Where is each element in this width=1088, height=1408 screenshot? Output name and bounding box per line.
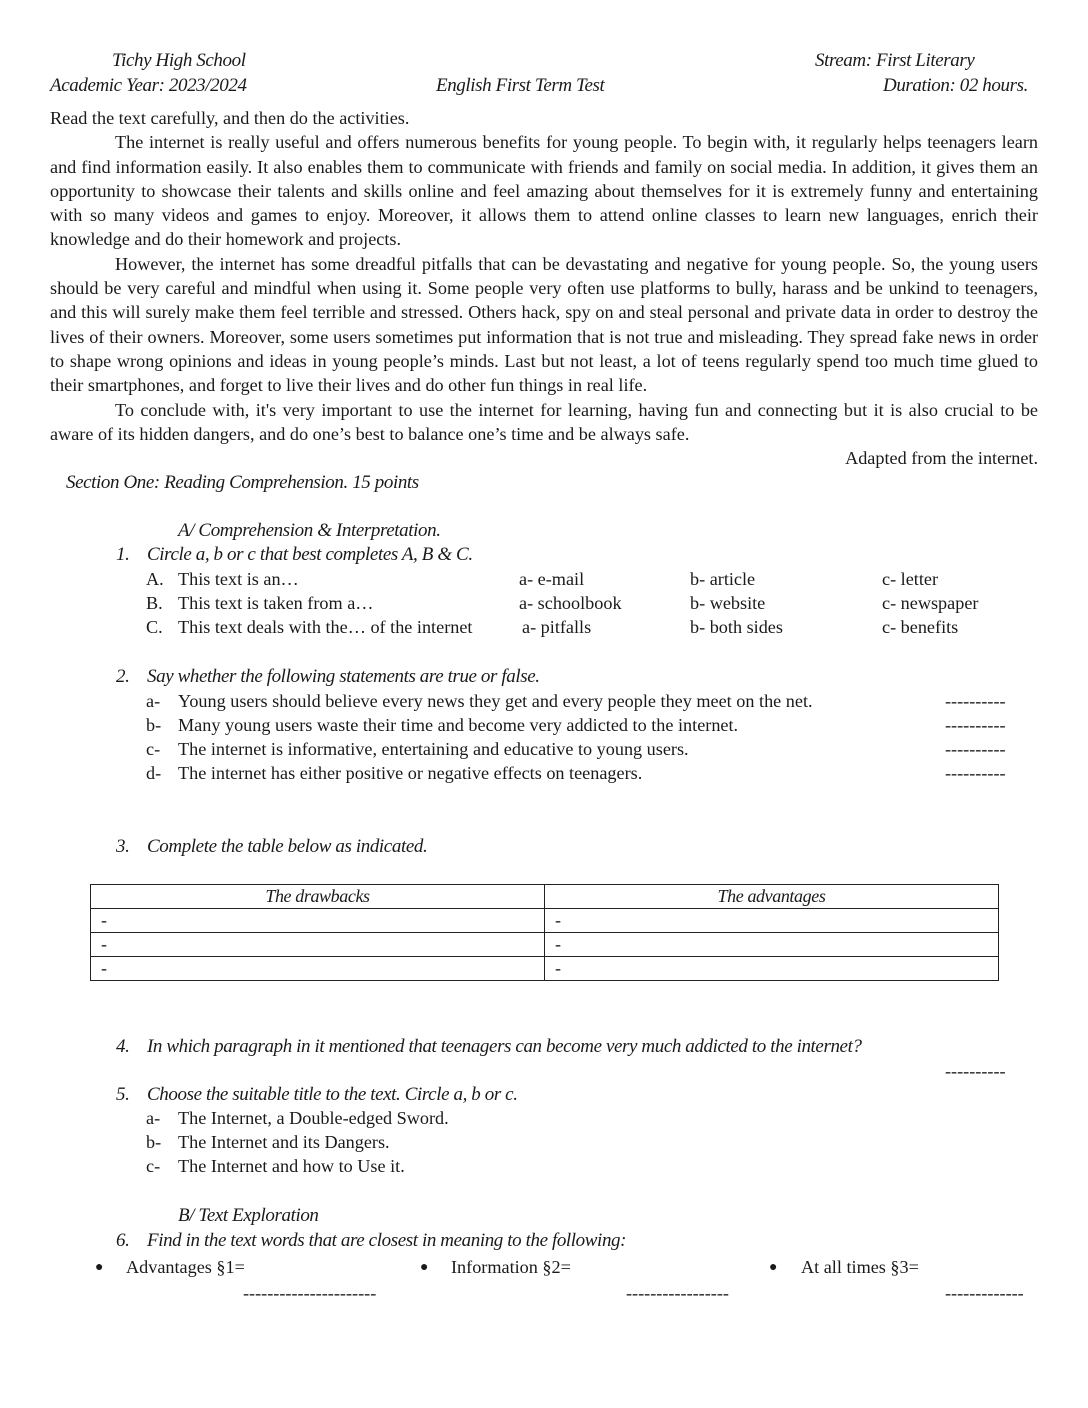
q5-option-letter: c-: [146, 1156, 161, 1176]
q1-item-text: This text is taken from a…: [178, 593, 374, 613]
paragraph-2: However, the internet has some dreadful pitfalls that can be devastating and negative for young people. So, the young users should be very careful and mindful when using it. Some people very often use platforms to bully, harass and be unkind to teenagers, and this will surely make them feel terrible and stressed. Others hack, spy on and steal personal and private data in order to destroy the lives of their owners. Moreover, some users sometimes put information that is not true and misleading. They spread fake news in order to shape wrong opinions and ideas in young people’s minds. Last but not least, a lot of teens regularly spend too much time glued to their smartphones, and forget to live their lives and do other fun things in real life.: [50, 253, 1038, 396]
q1-option-c[interactable]: c- benefits: [882, 617, 959, 637]
q6-title: Find in the text words that are closest in meaning to the following:: [147, 1230, 627, 1251]
bullet-icon: ●: [420, 1260, 429, 1275]
academic-year: Academic Year: 2023/2024: [50, 75, 247, 96]
q5-option[interactable]: The Internet, a Double-edged Sword.: [178, 1108, 449, 1128]
school-name: Tichy High School: [112, 50, 246, 71]
paragraph-3: To conclude with, it's very important to use the internet for learning, having fun and connecting but it is also crucial to be aware of its hidden dangers, and do one’s best to balance one’s time and be always safe.: [50, 399, 1038, 444]
q3-title: Complete the table below as indicated.: [147, 836, 428, 857]
table-cell-drawback[interactable]: -: [91, 957, 545, 981]
duration-label: Duration: 02 hours.: [883, 75, 1028, 96]
q4-answer-blank[interactable]: ----------: [945, 1061, 1006, 1081]
table-row: [91, 933, 999, 957]
part-a-title: A/ Comprehension & Interpretation.: [178, 520, 441, 541]
q6-answer-blank[interactable]: -----------------: [626, 1283, 729, 1303]
q2-statement: Many young users waste their time and become very addicted to the internet.: [178, 715, 739, 735]
q2-item-letter: c-: [146, 739, 161, 759]
table-row: [91, 909, 999, 933]
source-note: Adapted from the internet.: [845, 448, 1038, 468]
q6-term: Advantages §1=: [126, 1257, 245, 1277]
bullet-icon: ●: [769, 1260, 778, 1275]
part-b-title: B/ Text Exploration: [178, 1205, 319, 1226]
q2-answer-blank[interactable]: ----------: [945, 739, 1006, 759]
q1-option-a[interactable]: a- e-mail: [519, 569, 585, 589]
q1-option-a[interactable]: a- pitfalls: [522, 617, 592, 637]
table-row: [91, 957, 999, 981]
reading-text: [50, 106, 1038, 446]
drawbacks-advantages-table: [90, 884, 999, 981]
q1-number: 1.: [116, 544, 130, 565]
q6-answer-blank[interactable]: ----------------------: [243, 1283, 377, 1303]
table-cell-advantage[interactable]: -: [545, 909, 999, 933]
q1-item-letter: B.: [146, 593, 163, 613]
q5-number: 5.: [116, 1084, 130, 1105]
q1-item-letter: A.: [146, 569, 164, 589]
q1-option-c[interactable]: c- letter: [882, 569, 939, 589]
paragraph-1: The internet is really useful and offers numerous benefits for young people. To begin with, it regularly helps teenagers learn and find information easily. It also enables them to communicate with friends and family on social media. In addition, it gives them an opportunity to showcase their talents and skills online and feel amazing about themselves for it is extremely funny and entertaining with so many videos and games to enjoy. Moreover, it allows them to attend online classes to learn new languages, enrich their knowledge and do their homework and projects.: [50, 132, 1038, 250]
q5-option-letter: a-: [146, 1108, 161, 1128]
q5-title: Choose the suitable title to the text. Circle a, b or c.: [147, 1084, 518, 1105]
q2-number: 2.: [116, 666, 130, 687]
instruction: Read the text carefully, and then do the activities.: [50, 108, 410, 128]
q1-option-c[interactable]: c- newspaper: [882, 593, 979, 613]
q1-title: Circle a, b or c that best completes A, B & C.: [147, 544, 473, 565]
q2-answer-blank[interactable]: ----------: [945, 715, 1006, 735]
q2-statement: Young users should believe every news they get and every people they meet on the net.: [178, 691, 813, 711]
q1-option-b[interactable]: b- article: [690, 569, 756, 589]
q2-answer-blank[interactable]: ----------: [945, 763, 1006, 783]
q2-statement: The internet has either positive or negative effects on teenagers.: [178, 763, 643, 783]
q2-answer-blank[interactable]: ----------: [945, 691, 1006, 711]
q1-option-a[interactable]: a- schoolbook: [519, 593, 622, 613]
q6-term: Information §2=: [451, 1257, 571, 1277]
q2-item-letter: b-: [146, 715, 162, 735]
q4-number: 4.: [116, 1036, 130, 1057]
q3-number: 3.: [116, 836, 130, 857]
table-header-advantages: The advantages: [545, 885, 999, 909]
q1-item-text: This text deals with the… of the internet: [178, 617, 473, 637]
q6-term: At all times §3=: [801, 1257, 919, 1277]
q1-option-b[interactable]: b- both sides: [690, 617, 783, 637]
table-header-drawbacks: The drawbacks: [91, 885, 545, 909]
q5-option[interactable]: The Internet and how to Use it.: [178, 1156, 405, 1176]
q6-number: 6.: [116, 1230, 130, 1251]
q2-title: Say whether the following statements are true or false.: [147, 666, 540, 687]
q5-option[interactable]: The Internet and its Dangers.: [178, 1132, 390, 1152]
table-cell-advantage[interactable]: -: [545, 933, 999, 957]
section-one-title: Section One: Reading Comprehension. 15 points: [66, 472, 419, 493]
q5-option-letter: b-: [146, 1132, 162, 1152]
q1-option-b[interactable]: b- website: [690, 593, 766, 613]
q4-title: In which paragraph in it mentioned that teenagers can become very much addicted to the internet?: [147, 1036, 862, 1057]
stream-label: Stream: First Literary: [815, 50, 975, 71]
q6-answer-blank[interactable]: -------------: [945, 1283, 1024, 1303]
test-title: English First Term Test: [436, 75, 605, 96]
table-cell-advantage[interactable]: -: [545, 957, 999, 981]
table-cell-drawback[interactable]: -: [91, 909, 545, 933]
q1-item-letter: C.: [146, 617, 163, 637]
q1-item-text: This text is an…: [178, 569, 299, 589]
table-cell-drawback[interactable]: -: [91, 933, 545, 957]
q2-item-letter: a-: [146, 691, 161, 711]
bullet-icon: ●: [95, 1260, 104, 1275]
q2-item-letter: d-: [146, 763, 162, 783]
q2-statement: The internet is informative, entertaining and educative to young users.: [178, 739, 689, 759]
